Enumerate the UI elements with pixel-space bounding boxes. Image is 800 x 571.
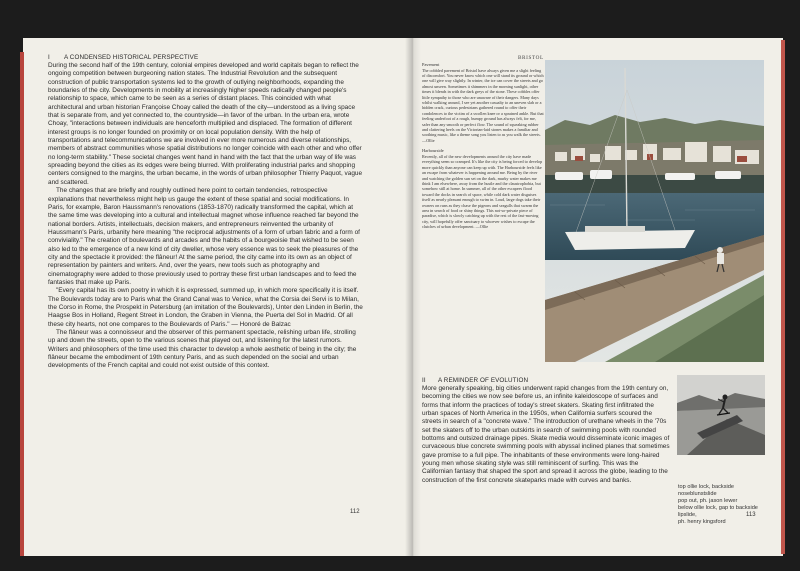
- harbour-photo-illustration: [545, 60, 764, 362]
- paragraph: "Every capital has its own poetry in which it is expressed, summed up, in which more specifically it is itself. The Boulevards today are to Paris what the Grand Canal was to Venice, what the Corsia dei Servi is to Milan, the Corso in Rome, the Prospekt in Petersburg (an imitation of the Boulevards), Unter den Linden in Berlin, the Haagse Bos in Holland, Regent Street in London, the Graben in Vienna, the Puerta del Sol in Madrid. Of all these city hearts, not one compares to the Boulevards of Paris." — Honoré de Balzac: [48, 287, 363, 328]
- section-title: A REMINDER OF EVOLUTION: [438, 377, 529, 384]
- left-page-text: [48, 54, 363, 371]
- sidebar-heading: Harbourside: [422, 148, 444, 154]
- paragraph: More generally speaking, big cities underwent rapid changes from the 19th century on, becoming the cities we now see before us, an infinite kaleidoscope of surfaces and forms that inform the practices of today's street skaters. Skating first infiltrated the urban spaces of North America in the 1950s, when California surfers scoured the streets in search of a "concrete wave." The introduction of urethane wheels in the '70s set the skaters off to the urban outskirts in search of swimming pools with rounded bottoms and outsized drainage pipes. Skate media would disseminate iconic images of curvaceous blue concrete swimming pools with abyssal inclined planes that sometimes gave promise to a full pipe. The inhabitants of these environments were long-haired young men whose skating style was still reminiscent of surfing. This was the Californian fantasy that shaped the sport and spread it across the globe, leading to the construction of the first concrete skateparks made with curves and banks.: [422, 385, 670, 484]
- sidebar-paragraph: Recently, all of the new developments around the city have made everything seem so cramped. It's like the city is being forced to develop more quickly than anyone can keep up with. The Harbourside feels like an escape from whatever is happening around me. Being by the river and watching the golden sun set on the dark, murky water makes me think I am elsewhere, away from the hustle and the claustrophobia, but somehow still at home. In summer, all of the other escapees flood toward the docks in search of space, while cold dark water disguises itself as nearly pleasant enough to swim in. Loud, large dogs take their owners on runs as they chase the pigeons and seagulls that swarm the area in search of food or shiny things. This not-so-private piece of paradise, which is slowly catching up with the rest of the fast-moving city, will hopefully offer sanctuary to whoever wishes to escape the clutches of urban development. —Ollie: [422, 153, 543, 230]
- sidebar-heading: Pavement: [422, 62, 440, 67]
- page-number-left: 112: [350, 509, 360, 515]
- page-edge-right: [781, 40, 785, 554]
- sidebar-paragraph: The cobbled pavement of Bristol have always given me a slight feeling of discomfort. You never know which one will stand its ground or which one will give way slightly. In winter, the ice can cover the streets and go almost unseen. Sometimes it shimmers in the morning sunlight, other times it blends in with the dark greys of the stone. These cobbles offer little sympathy to those who are unaware of their dangers. Many days whilst walking around, I see yet another casualty to an uneven slab or a hidden crack, curious pedestrians gathered round to offer their condolences to the victim of a swollen knee or a sprained ankle. But that feeling underfoot of a rough, bumpy ground has always felt, for me, safer than any smooth or perfect flow. The sound of squeaking rubber and clattering heels on the Victorian-laid stones makes a familiar and soothing music, like a theme song you listen to as you walk the streets. —Ollie: [422, 67, 544, 143]
- caption-line: ph. henry kingsford: [678, 519, 726, 525]
- book-spine: [405, 38, 421, 556]
- photo-captions: [678, 484, 770, 526]
- page-number-right: 113: [746, 512, 756, 518]
- caption-line: below ollie lock, gap to backside lipslide,: [678, 505, 758, 518]
- section-title: A CONDENSED HISTORICAL PERSPECTIVE: [64, 54, 199, 61]
- page-edge-left: [20, 52, 24, 556]
- section-number: I: [48, 54, 50, 61]
- caption-line: pop out, ph. jason lewer: [678, 498, 738, 504]
- harbour-photo: [545, 60, 764, 362]
- skate-photo: [677, 375, 765, 455]
- skate-photo-illustration: [677, 375, 765, 455]
- caption-line: top ollie lock, backside noseblunstslide: [678, 484, 734, 497]
- paragraph: During the second half of the 19th century, colonial empires developed and world capitals began to reflect the ongoing competition between burgeoning nation states. The Industrial Revolution and the subsequent construction of public transportation systems led to the growth of outlying neighborhoods, expanding the boundaries of the city. Developments in mobility at increasingly higher speeds radically changed people's relationship to space, which came to be seen as a series of distant places. This coincided with what architectural and urban historian Françoise Choay called the death of the city—understood as a living space that is separate from, and yet connected to, the countryside—in favor of the urban. In the urban era, wrote Choay, "interactions between individuals are henceforth multiplied and displaced. The formation of different interest groups is no longer founded on proximity or on local population density. With the help of transportations and telecommunications we are involved in ever more numerous and diverse relationships, members of abstract communities whose spatial distributions no longer coincide with each other and who offer no long-term stability." These societal changes went hand in hand with the fact that the urban way of life was spreading beyond the cities as its edges were being blurred. With proliferating industrial parks and shopping centers consigned to the margins, the urban became, in the words of urban philosopher Thierry Paquot, vague and scattered.: [48, 62, 363, 186]
- paragraph: The flâneur was a connoisseur and the observer of this permanent spectacle, relishing urban life, strolling up and down the streets, open to the various scenes that played out, and listening for the latest rumors. Writers and philosophers of the time used this character to develop a whole aesthetic of being in the city; the flâneur became the embodiment of 19th century Paris, and as such depended on the social and urban developments of the French capital and could not exist outside of this context.: [48, 329, 357, 370]
- section-heading-1: [48, 54, 363, 61]
- paragraph: The changes that are briefly and roughly outlined here point to certain tendencies, retrospective explanations that nevertheless might help us gauge the extent of these spatial and social modifications. In Paris, for example, Baron Haussmann's renovations (1853-1870) radically transformed the capital, which at the same time was developing into a cultural and intellectual magnet whose influence reached far beyond the national borders. Artists, intellectuals, decision makers, and entrepreneurs reinvented the urbanity of Haussmann's Paris, urbanity here meaning "the reciprocal adjustments of a form of urban fabric and a form of conviviality." The creation of boulevards and arcades and the habits of a bourgeoisie that wished to be seen also led to the emergence of a new kind of city dweller, whose very essence was to seek the pleasures of the city and the spectacle it provided: the flâneur! At the same period, the city came into its own as an object of representation by painters and writers. And, over the years, new tools such as photography and cinematography were added to those previously used to portray these first urban landscapes and to feed the fantasies that make up Paris.: [48, 187, 360, 286]
- running-head: BRISTOL: [518, 55, 544, 61]
- section-number: II: [422, 377, 426, 384]
- sidebar-text: [422, 62, 544, 230]
